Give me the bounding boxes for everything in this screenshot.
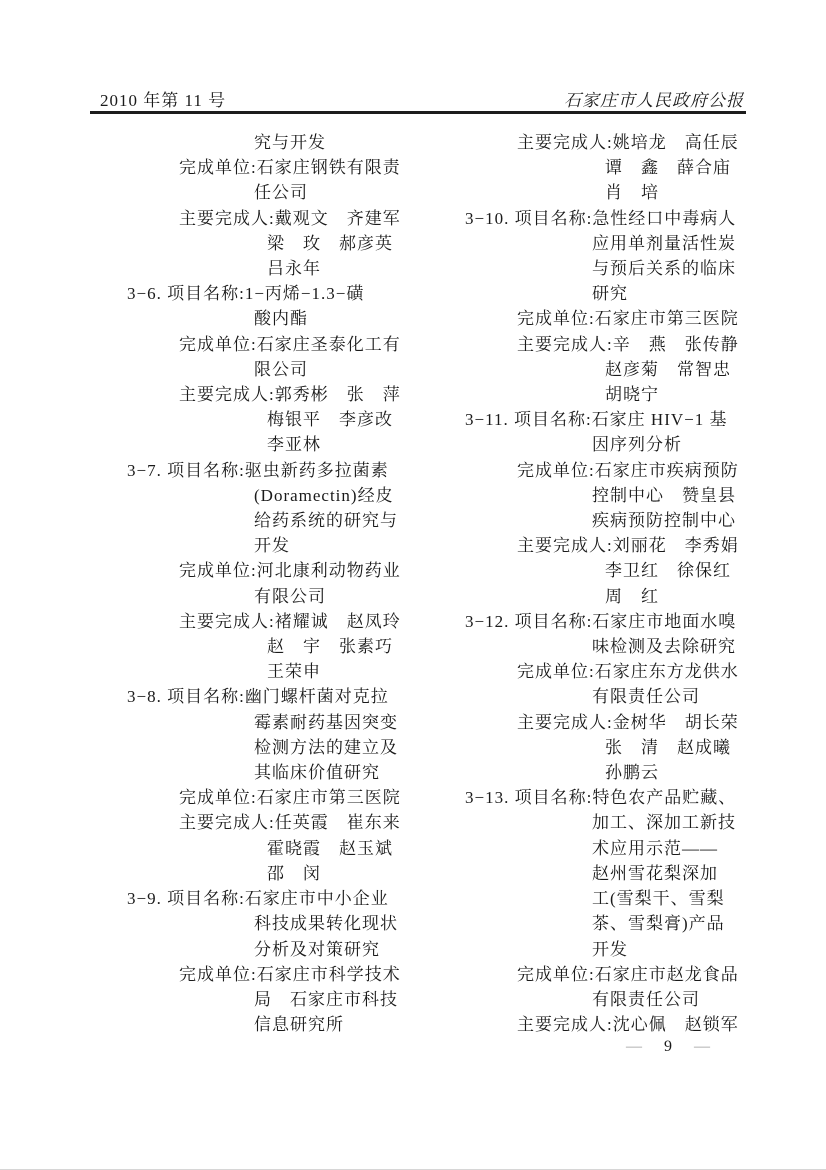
field-text: 张 清 赵成曦 (605, 737, 731, 757)
continuation-line (100, 180, 410, 205)
project-number-title-line (438, 785, 748, 810)
continuation-line (438, 810, 748, 835)
field-text: 工(雪梨干、雪梨 (592, 889, 725, 909)
field-label: 完成单位: (179, 334, 257, 354)
continuation-line (438, 231, 748, 256)
issue-number: 2010 年第 11 号 (100, 91, 227, 110)
field-text: 急性经口中毒病人 (592, 208, 737, 228)
continuation-line (100, 306, 410, 331)
field-label: 完成单位: (179, 788, 257, 808)
project-number-title-line (100, 458, 410, 483)
field-text: 石家庄 HIV−1 基 (591, 410, 728, 430)
field-text: 刘丽花 李秀娟 (612, 536, 739, 556)
field-text: 周 红 (605, 586, 659, 606)
continuation-line (438, 987, 748, 1012)
field-text: 沈心佩 赵锁军 (612, 1015, 739, 1035)
completion-unit-line (100, 785, 410, 810)
field-label: 3−12. 项目名称: (465, 611, 593, 631)
field-label: 主要完成人: (179, 385, 275, 405)
contributors-continuation-line (438, 357, 748, 382)
continuation-line (438, 634, 748, 659)
field-text: 石家庄市科学技术 (256, 964, 401, 984)
field-label: 完成单位: (517, 662, 595, 682)
field-text: 加工、深加工新技 (592, 813, 736, 833)
project-number-title-line (438, 206, 748, 231)
continuation-line (100, 1012, 410, 1037)
contributors-continuation-line (100, 634, 410, 659)
contributors-continuation-line (438, 180, 748, 205)
continuation-line (100, 357, 410, 382)
field-text: 梅银平 李彦改 (267, 410, 393, 430)
main-contributors-line (100, 609, 410, 634)
contributors-continuation-line (100, 659, 410, 684)
main-contributors-line (438, 1012, 748, 1037)
field-text: 信息研究所 (254, 1015, 344, 1035)
field-text: 有限责任公司 (592, 989, 700, 1009)
field-text: 与预后关系的临床 (592, 259, 736, 279)
field-label: 完成单位: (517, 460, 595, 480)
field-text: 1−丙烯−1.3−磺 (244, 284, 365, 304)
page-header (100, 86, 744, 111)
completion-unit-line (438, 306, 748, 331)
contributors-continuation-line (100, 256, 410, 281)
field-text: 姚培龙 高任辰 (612, 133, 739, 152)
contributors-continuation-line (438, 558, 748, 583)
field-text: 究与开发 (254, 133, 326, 152)
field-text: 赵 宇 张素巧 (267, 637, 393, 657)
field-label: 主要完成人: (517, 712, 613, 732)
field-label: 主要完成人: (179, 813, 275, 833)
field-label: 3−8. 项目名称: (127, 687, 245, 707)
field-text: (Doramectin)经皮 (254, 485, 394, 505)
field-text: 石家庄市第三医院 (594, 309, 739, 329)
field-text: 术应用示范—— (592, 838, 718, 858)
field-text: 胡晓宁 (605, 385, 659, 405)
document-body (100, 130, 748, 1037)
field-text: 赵彦菊 常智忠 (605, 359, 731, 379)
field-text: 李卫红 徐保红 (605, 561, 731, 581)
field-text: 石家庄东方龙供水 (594, 662, 739, 682)
field-text: 其临床价值研究 (254, 763, 380, 783)
field-text: 研究 (592, 284, 628, 304)
continuation-line (100, 533, 410, 558)
field-text: 因序列分析 (592, 435, 682, 455)
footer-right-dash: — (694, 1038, 710, 1055)
field-text: 茶、雪梨膏)产品 (592, 914, 725, 934)
field-text: 石家庄市地面水嗅 (592, 611, 737, 631)
continuation-line (100, 735, 410, 760)
continuation-line (100, 508, 410, 533)
field-text: 酸内酯 (254, 309, 308, 329)
contributors-continuation-line (100, 836, 410, 861)
main-contributors-line (438, 332, 748, 357)
contributors-continuation-line (100, 407, 410, 432)
field-text: 有限责任公司 (592, 687, 700, 707)
field-label: 主要完成人: (517, 536, 613, 556)
field-text: 石家庄圣泰化工有 (256, 334, 401, 354)
contributors-continuation-line (438, 382, 748, 407)
field-label: 完成单位: (179, 561, 257, 581)
field-text: 科技成果转化现状 (254, 914, 398, 934)
continuation-line (100, 937, 410, 962)
field-text: 赵州雪花梨深加 (592, 863, 718, 883)
column-left (100, 130, 410, 1037)
field-text: 谭 鑫 薛合庙 (605, 158, 731, 178)
field-text: 郭秀彬 张 萍 (274, 385, 401, 405)
field-text: 石家庄市第三医院 (256, 788, 401, 808)
completion-unit-line (100, 558, 410, 583)
continuation-line (100, 483, 410, 508)
completion-unit-line (100, 332, 410, 357)
field-label: 主要完成人: (179, 208, 275, 228)
field-text: 幽门螺杆菌对克拉 (244, 687, 389, 707)
field-text: 给药系统的研究与 (254, 511, 398, 531)
project-number-title-line (100, 886, 410, 911)
page-number: 9 (664, 1038, 672, 1055)
field-text: 控制中心 赞皇县 (592, 485, 736, 505)
contributors-continuation-line (100, 432, 410, 457)
field-label: 主要完成人: (517, 1015, 613, 1035)
field-text: 有限公司 (254, 586, 326, 606)
field-text: 戴观文 齐建军 (274, 208, 401, 228)
field-text: 石家庄市疾病预防 (594, 460, 739, 480)
field-text: 任公司 (254, 183, 308, 203)
completion-unit-line (100, 962, 410, 987)
continuation-line (438, 861, 748, 886)
field-text: 检测方法的建立及 (254, 737, 398, 757)
page-footer (626, 1038, 710, 1056)
field-text: 王荣申 (267, 662, 321, 682)
field-text: 石家庄钢铁有限责 (256, 158, 401, 178)
field-label: 主要完成人: (517, 133, 613, 152)
field-label: 3−11. 项目名称: (465, 410, 592, 430)
continuation-line (438, 684, 748, 709)
project-number-title-line (100, 684, 410, 709)
field-text: 开发 (592, 939, 628, 959)
field-text: 味检测及去除研究 (592, 637, 736, 657)
continuation-line (100, 584, 410, 609)
continuation-line (100, 760, 410, 785)
field-label: 3−9. 项目名称: (127, 889, 245, 909)
contributors-continuation-line (100, 231, 410, 256)
field-text: 邵 闵 (267, 863, 321, 883)
continuation-line (438, 256, 748, 281)
field-text: 任英霞 崔东来 (274, 813, 401, 833)
field-label: 3−7. 项目名称: (127, 460, 245, 480)
main-contributors-line (438, 130, 748, 155)
project-number-title-line (100, 281, 410, 306)
continuation-line (438, 836, 748, 861)
field-label: 主要完成人: (179, 611, 275, 631)
field-text: 限公司 (254, 359, 308, 379)
completion-unit-line (438, 962, 748, 987)
contributors-continuation-line (100, 861, 410, 886)
column-right (438, 130, 748, 1037)
field-text: 石家庄市中小企业 (244, 889, 389, 909)
project-number-title-line (438, 407, 748, 432)
field-text: 石家庄市赵龙食品 (594, 964, 739, 984)
continuation-line (438, 281, 748, 306)
field-text: 吕永年 (267, 259, 321, 279)
field-text: 疾病预防控制中心 (592, 511, 736, 531)
field-text: 特色农产品贮藏、 (592, 788, 737, 808)
continuation-line (438, 508, 748, 533)
field-label: 3−10. 项目名称: (465, 208, 593, 228)
field-label: 主要完成人: (517, 334, 613, 354)
contributors-continuation-line (438, 760, 748, 785)
continuation-line (438, 911, 748, 936)
field-text: 褚耀诚 赵凤玲 (274, 611, 401, 631)
field-text: 肖 培 (605, 183, 659, 203)
main-contributors-line (438, 710, 748, 735)
contributors-continuation-line (438, 584, 748, 609)
field-text: 开发 (254, 536, 290, 556)
project-number-title-line (438, 609, 748, 634)
continuation-line (100, 911, 410, 936)
continuation-line (438, 432, 748, 457)
field-label: 3−6. 项目名称: (127, 284, 245, 304)
field-text: 金树华 胡长荣 (612, 712, 739, 732)
main-contributors-line (100, 810, 410, 835)
field-text: 辛 燕 张传静 (612, 334, 739, 354)
field-label: 完成单位: (517, 964, 595, 984)
completion-unit-line (438, 458, 748, 483)
continuation-line (438, 937, 748, 962)
field-label: 3−13. 项目名称: (465, 788, 593, 808)
field-text: 河北康利动物药业 (256, 561, 401, 581)
field-text: 孙鹏云 (605, 763, 659, 783)
field-label: 完成单位: (179, 964, 257, 984)
continuation-line (100, 987, 410, 1012)
field-text: 霍晓霞 赵玉斌 (267, 838, 393, 858)
continuation-line (100, 710, 410, 735)
main-contributors-line (438, 533, 748, 558)
field-text: 霉素耐药基因突变 (254, 712, 398, 732)
field-label: 完成单位: (179, 158, 257, 178)
continuation-line (438, 886, 748, 911)
main-contributors-line (100, 206, 410, 231)
field-text: 李亚林 (267, 435, 321, 455)
field-text: 局 石家庄市科技 (254, 989, 398, 1009)
field-text: 驱虫新药多拉菌素 (244, 460, 389, 480)
completion-unit-line (438, 659, 748, 684)
completion-unit-line (100, 155, 410, 180)
field-label: 完成单位: (517, 309, 595, 329)
header-rule (90, 111, 746, 114)
continuation-line (438, 483, 748, 508)
contributors-continuation-line (438, 155, 748, 180)
publication-title: 石家庄市人民政府公报 (564, 91, 744, 110)
footer-left-dash: — (626, 1038, 642, 1055)
field-text: 梁 玫 郝彦英 (267, 233, 393, 253)
field-text: 应用单剂量活性炭 (592, 233, 736, 253)
contributors-continuation-line (438, 735, 748, 760)
main-contributors-line (100, 382, 410, 407)
field-text: 分析及对策研究 (254, 939, 380, 959)
continuation-line (100, 130, 410, 155)
